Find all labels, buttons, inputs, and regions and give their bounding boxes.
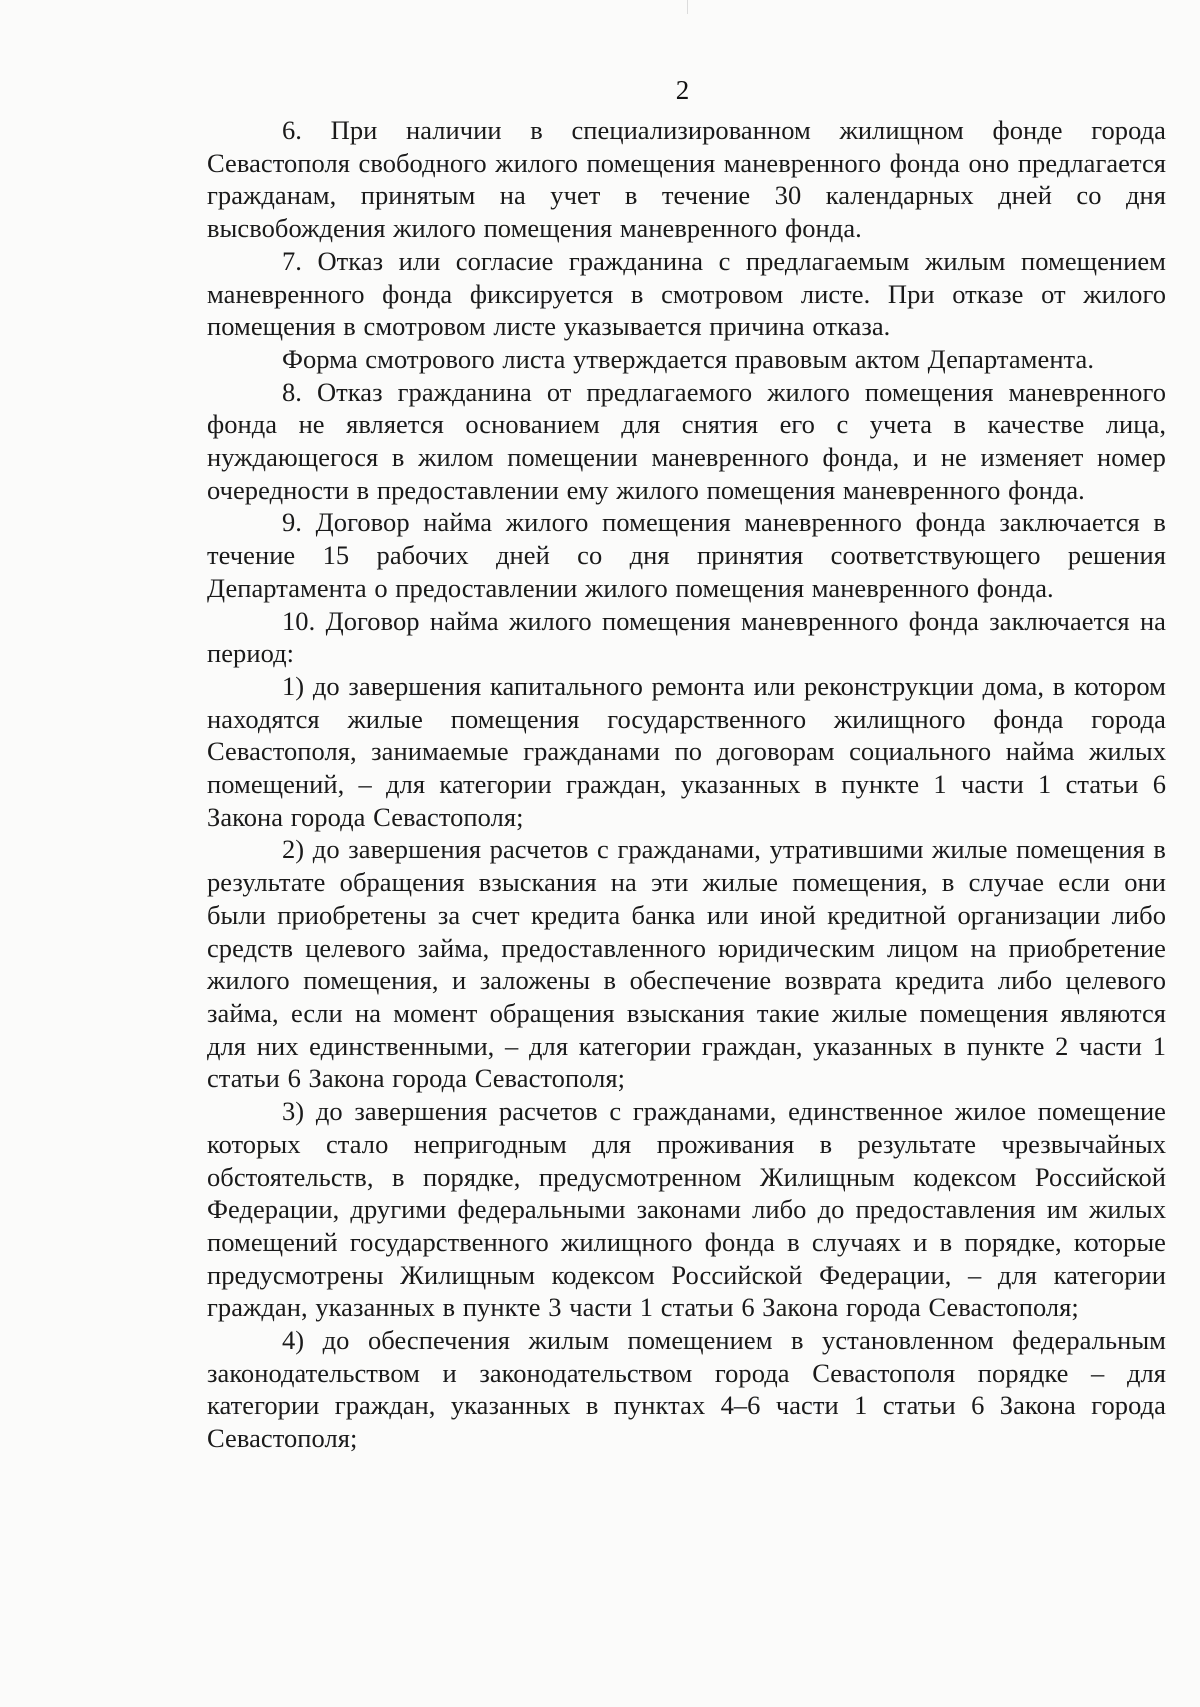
subparagraph-2: 2) до завершения расчетов с гражданами, утратившими жилые помещения в результате обращения взыскания на эти жилые помещения, в случае если они были приобретены за счет кредита банка или иной кредитной организации либо средств целевого займа, предоставленного юридическим лицом на приобретение жилого помещения, и заложены в обеспечение возврата кредита либо целевого займа, если на момент обращения взыскания такие жилые помещения являются для них единственными, – для категории граждан, указанных в пункте 2 части 1 статьи 6 Закона города Севастополя; bbox=[207, 834, 1166, 1094]
scan-artifact bbox=[687, 0, 688, 14]
subparagraph-4: 4) до обеспечения жилым помещением в установленном федеральным законодательством и законодательством города Севастополя порядке – для категории граждан, указанных в пунктах 4–6 части 1 статьи 6 Закона города Севастополя; bbox=[207, 1325, 1166, 1454]
paragraph-form-note: Форма смотрового листа утверждается правовым актом Департамента. bbox=[282, 343, 1094, 374]
paragraph-item-10: 10. Договор найма жилого помещения маневренного фонда заключается на период: bbox=[207, 605, 1166, 669]
document-body bbox=[207, 114, 1166, 1455]
subparagraph-1: 1) до завершения капитального ремонта или реконструкции дома, в котором находятся жилые помещения государственного жилищного фонда города Севастополя, занимаемые гражданами по договорам социального найма жилых помещений, – для категории граждан, указанных в пункте 1 части 1 статьи 6 Закона города Севастополя; bbox=[207, 670, 1166, 832]
paragraph-item-8: 8. Отказ гражданина от предлагаемого жилого помещения маневренного фонда не является основанием для снятия его с учета в качестве лица, нуждающегося в жилом помещении маневренного фонда, и не изменяет номер очередности в предоставлении ему жилого помещения маневренного фонда. bbox=[207, 376, 1166, 505]
paragraph-item-9: 9. Договор найма жилого помещения маневренного фонда заключается в течение 15 рабочих дней со дня принятия соответствующего решения Департамента о предоставлении жилого помещения маневренного фонда. bbox=[207, 507, 1166, 603]
paragraph-item-7: 7. Отказ или согласие гражданина с предлагаемым жилым помещением маневренного фонда фиксируется в смотровом листе. При отказе от жилого помещения в смотровом листе указывается причина отказа. bbox=[207, 245, 1166, 342]
page-number: 2 bbox=[675, 75, 690, 105]
subparagraph-3: 3) до завершения расчетов с гражданами, единственное жилое помещение которых стало непригодным для проживания в результате чрезвычайных обстоятельств, в порядке, предусмотренном Жилищным кодексом Российской Федерации, другими федеральными законами либо до предоставления им жилых помещений государственного жилищного фонда в случаях и в порядке, которые предусмотрены Жилищным кодексом Российской Федерации, – для категории граждан, указанных в пункте 3 части 1 статьи 6 Закона города Севастополя; bbox=[207, 1096, 1166, 1323]
paragraph-item-6: 6. При наличии в специализированном жилищном фонде города Севастополя свободного жилого помещения маневренного фонда оно предлагается гражданам, принятым на учет в течение 30 календарных дней со дня высвобождения жилого помещения маневренного фонда. bbox=[207, 115, 1166, 244]
